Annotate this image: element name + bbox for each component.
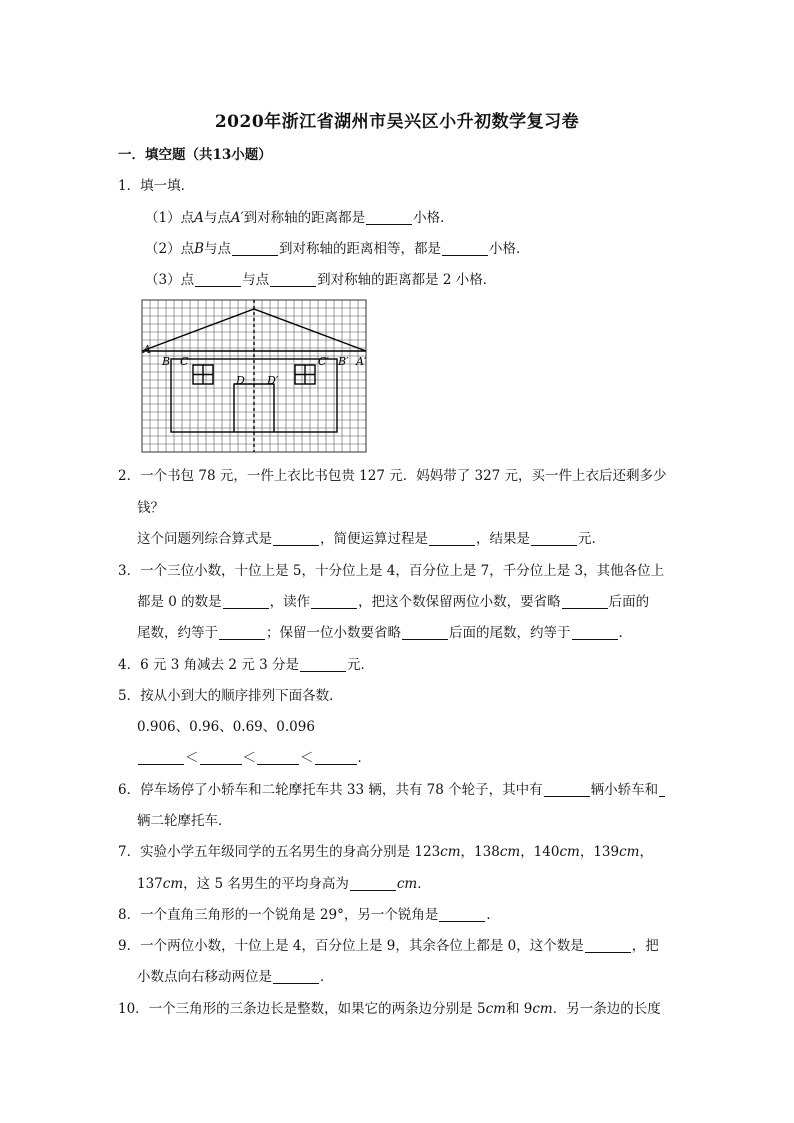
question-number: 7．	[118, 844, 141, 860]
text: ．	[618, 625, 632, 641]
answer-blank[interactable]	[219, 625, 265, 640]
text: 这个问题列综合算式是	[137, 531, 272, 547]
text: 到对称轴的距离都是	[243, 210, 366, 226]
text: 尾数，约等于	[137, 625, 218, 641]
question-7-line-2	[137, 875, 431, 893]
label-D-prime: D′	[267, 374, 279, 387]
text: 元．	[347, 657, 374, 673]
label-B: B	[162, 355, 171, 368]
question-number: 9．	[118, 938, 141, 954]
text: ．另一条边的长度	[552, 1001, 661, 1017]
text: ．	[320, 969, 334, 985]
text: 都是 0 的数是	[137, 594, 222, 610]
question-5-stem	[118, 687, 343, 705]
question-8	[118, 906, 500, 924]
answer-blank[interactable]	[544, 782, 590, 797]
unit: cm	[162, 876, 184, 892]
question-3-line-1	[118, 562, 664, 580]
answer-blank[interactable]	[223, 594, 269, 609]
question-3-line-3	[137, 624, 632, 642]
question-2-line-2: 钱？	[137, 500, 164, 516]
question-1-sub-3	[145, 271, 496, 289]
text: （1）点	[145, 210, 195, 226]
text: 到对称轴的距离相等，都是	[279, 241, 442, 257]
less-than-sign: ＜	[185, 750, 199, 766]
text: 和 9	[505, 1001, 533, 1017]
answer-blank[interactable]	[366, 210, 412, 225]
question-number: 8．	[118, 907, 141, 923]
text: ，	[639, 844, 653, 860]
text: 一个三角形的三条边长是整数，如果它的两条边分别是 5	[148, 1001, 486, 1017]
label-B-prime: B′	[338, 355, 349, 368]
answer-blank[interactable]	[273, 969, 319, 984]
text: ，读作	[269, 594, 311, 610]
answer-blank[interactable]	[531, 531, 577, 546]
unit: cm	[440, 844, 461, 860]
text: 137	[137, 876, 163, 892]
text: 小格．	[489, 241, 530, 257]
question-5-answer	[137, 749, 371, 767]
text: 一个两位小数，十位上是 4，百分位上是 9，其余各位上都是 0，这个数是	[140, 938, 584, 954]
text: （2）点	[145, 241, 195, 257]
answer-blank[interactable]	[257, 750, 299, 765]
grid-lines	[142, 300, 366, 452]
question-number: 3．	[118, 563, 141, 579]
label-C-prime: C′	[318, 355, 329, 368]
question-number: 4．	[118, 657, 141, 673]
question-3-line-2	[137, 593, 649, 611]
text: 按从小到大的顺序排列下面各数．	[140, 688, 343, 704]
text: A′	[230, 210, 244, 226]
label-D: D	[236, 374, 245, 387]
answer-blank[interactable]	[270, 272, 316, 287]
answer-blank[interactable]	[402, 625, 448, 640]
text: 实验小学五年级同学的五名男生的身高分别是 123	[140, 844, 441, 860]
text: 6 元 3 角减去 2 元 3 分是	[140, 657, 299, 673]
text: ，把这个数保留两位小数，要省略	[358, 594, 561, 610]
question-number: 2．	[118, 468, 141, 484]
unit: cm	[532, 1001, 553, 1017]
answer-blank[interactable]	[300, 657, 346, 672]
question-1-stem	[118, 177, 194, 195]
question-2-line-3	[137, 530, 605, 548]
text: 到对称轴的距离都是 2 小格．	[317, 272, 497, 288]
question-number: 10．	[118, 1001, 149, 1017]
text: 后面的尾数，约等于	[449, 625, 571, 641]
less-than-sign: ＜	[300, 750, 314, 766]
text: ．	[357, 750, 371, 766]
text: ．	[486, 907, 500, 923]
question-10-line-1	[118, 1000, 661, 1018]
question-6-line-1	[118, 781, 666, 799]
label-C: C	[180, 355, 189, 368]
question-5-numbers: 0.906、0.96、0.69、0.096	[137, 719, 315, 735]
answer-blank[interactable]	[442, 241, 488, 256]
text: 与点	[242, 272, 270, 288]
text: ，简便运算过程是	[320, 531, 428, 547]
answer-blank[interactable]	[138, 750, 184, 765]
answer-blank[interactable]	[585, 938, 631, 953]
text: ，结果是	[476, 531, 530, 547]
question-6-line-2: 辆二轮摩托车．	[137, 813, 232, 829]
less-than-sign: ＜	[242, 750, 256, 766]
question-1-sub-1	[145, 209, 454, 227]
text: 辆小轿车和	[590, 782, 659, 798]
question-7-line-1	[118, 843, 653, 861]
answer-blank[interactable]	[315, 750, 357, 765]
text: ，138	[460, 844, 500, 860]
answer-blank[interactable]	[200, 750, 242, 765]
question-text: 填一填．	[140, 178, 195, 194]
question-number: 6．	[118, 782, 141, 798]
text: ，139	[579, 844, 620, 860]
answer-blank[interactable]	[350, 876, 396, 891]
text: 小格．	[413, 210, 454, 226]
text: 后面的	[608, 594, 650, 610]
text: 一个书包 78 元，一件上衣比书包贵 127 元．妈妈带了 327 元，买一件上衣后还剩多少	[140, 468, 667, 484]
answer-blank[interactable]	[439, 907, 485, 922]
text: ，140	[520, 844, 560, 860]
label-A: A	[143, 343, 151, 356]
section-heading: 一．填空题（共13小题）	[118, 147, 272, 163]
text: 小数点向右移动两位是	[137, 969, 272, 985]
question-9-line-2	[137, 968, 334, 986]
unit: cm	[619, 844, 640, 860]
text: ；保留一位小数要省略	[266, 625, 401, 641]
text: ，把	[631, 938, 659, 954]
answer-blank[interactable]	[562, 594, 608, 609]
question-9-line-1	[118, 937, 659, 955]
unit: cm	[396, 876, 418, 892]
text: 元．	[578, 531, 605, 547]
unit: cm	[499, 844, 521, 860]
text: 一个三位小数，十位上是 5，十分位上是 4，百分位上是 7，千分位上是 3，其他各位上	[140, 563, 665, 579]
question-2-line-1	[118, 467, 667, 485]
label-A-prime: A′	[356, 355, 367, 368]
text: A	[194, 210, 204, 226]
text: ，这 5 名男生的平均身高为	[183, 876, 349, 892]
text: 一个直角三角形的一个锐角是 29°，另一个锐角是	[140, 907, 439, 923]
house-grid-figure	[138, 298, 370, 456]
text: 与点	[204, 241, 232, 257]
answer-blank[interactable]	[311, 594, 357, 609]
answer-blank[interactable]	[572, 625, 618, 640]
question-number: 1．	[118, 178, 141, 194]
text: ．	[417, 876, 431, 892]
unit: cm	[485, 1001, 506, 1017]
answer-blank[interactable]	[429, 531, 475, 546]
answer-blank[interactable]	[273, 531, 319, 546]
question-1-sub-2	[145, 240, 530, 258]
text: 与点	[203, 210, 231, 226]
text: B	[194, 241, 205, 257]
text: （3）点	[145, 272, 195, 288]
answer-blank[interactable]	[232, 241, 278, 256]
question-number: 5．	[118, 688, 141, 704]
question-4	[118, 656, 374, 674]
answer-blank[interactable]	[659, 782, 665, 797]
page-title: 2020年浙江省湖州市吴兴区小升初数学复习卷	[214, 112, 580, 132]
text: 停车场停了小轿车和二轮摩托车共 33 辆，共有 78 个轮子，其中有	[140, 782, 543, 798]
answer-blank[interactable]	[195, 272, 241, 287]
unit: cm	[559, 844, 580, 860]
